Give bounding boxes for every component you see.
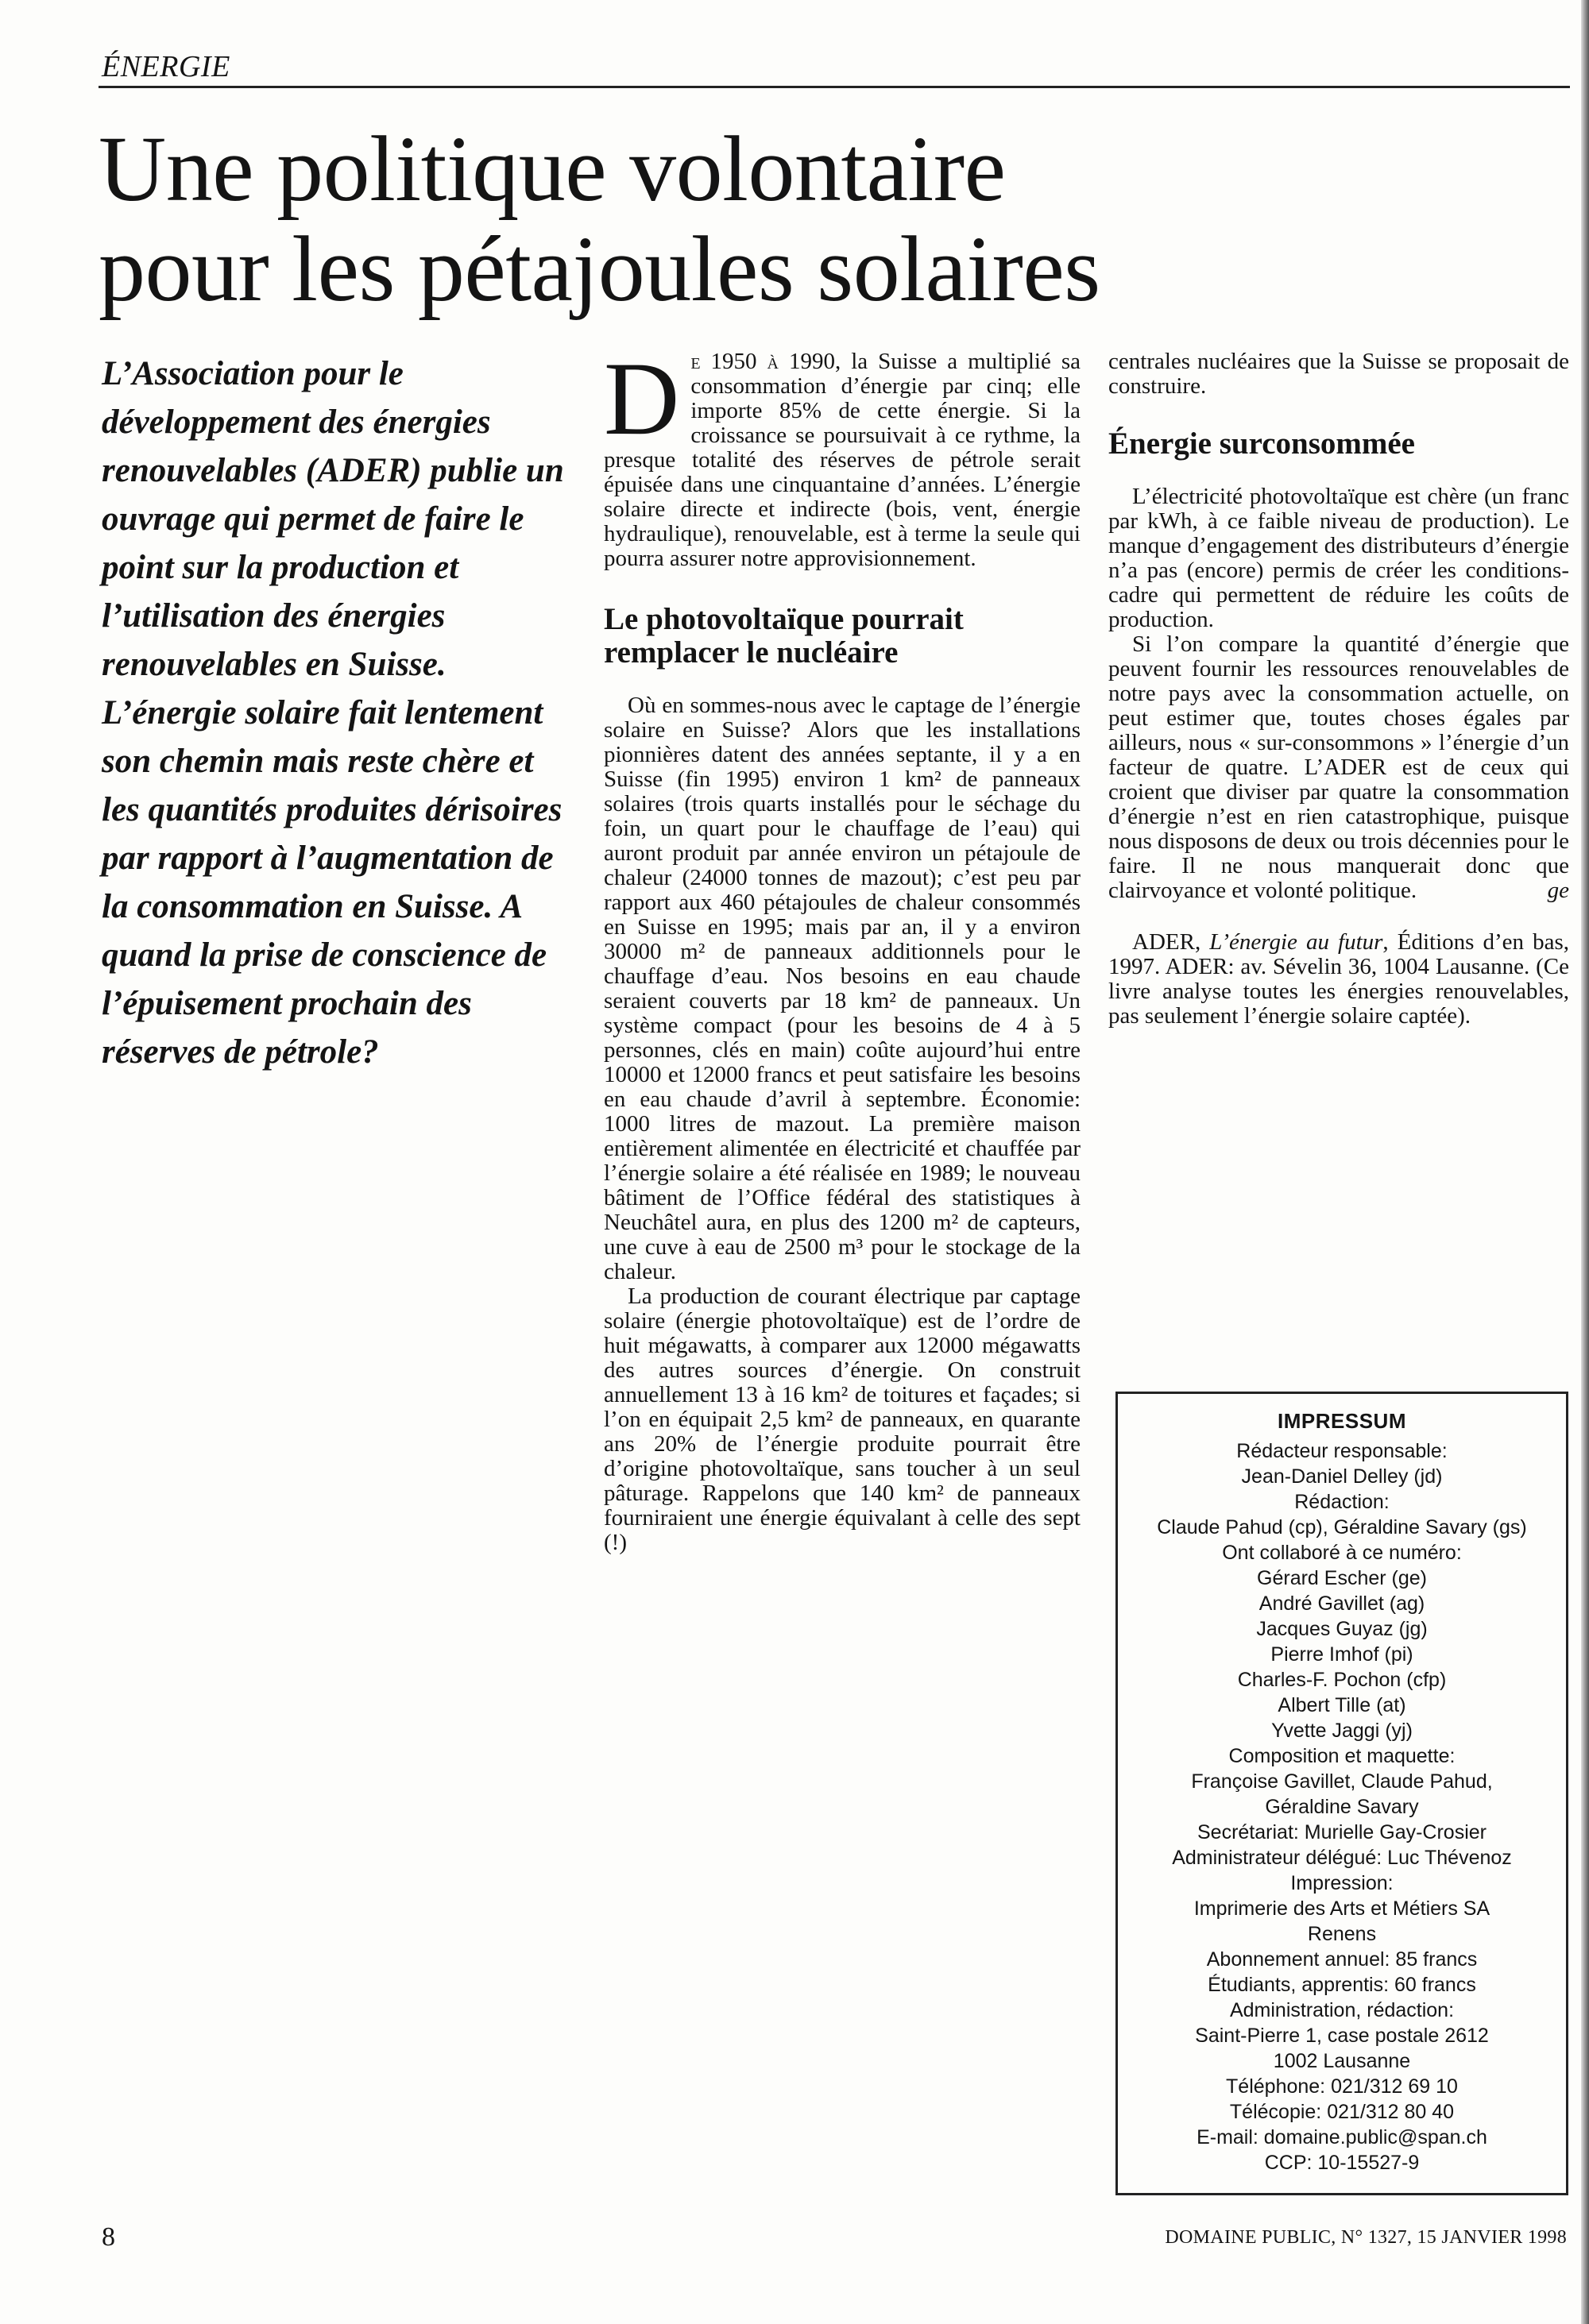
scan-edge-shadow bbox=[1581, 0, 1589, 2324]
impressum-line: CCP: 10-15527-9 bbox=[1264, 2152, 1420, 2174]
impressum-line: Saint-Pierre 1, case postale 2612 bbox=[1195, 2025, 1489, 2047]
impressum-line: Téléphone: 021/312 69 10 bbox=[1226, 2075, 1458, 2098]
impressum-line: 1002 Lausanne bbox=[1273, 2050, 1411, 2072]
top-rule bbox=[99, 86, 1570, 88]
impressum-line: Rédaction: bbox=[1294, 1491, 1390, 1513]
impressum-line: Yvette Jaggi (yj) bbox=[1271, 1720, 1413, 1742]
author-initials: ge bbox=[1547, 878, 1569, 903]
body-paragraph: Où en sommes-nous avec le captage de l’énergie solaire en Suisse? Alors que les installations pionnières datent des années septante, il y a en Suisse (fin 1995) environ 1 km² de panneaux solaires (trois quarts installés pour le séchage du foin, un quart pour le chauffage de l’eau) qui auront produit par année environ un pétajoule de chaleur (24000 tonnes de mazout); c’est peu par rapport aux 460 pétajoules de chaleur consommés en Suisse en 1995; mais par an, il y a environ 30000 m² de panneaux additionnels pour le chauffage d’eau. Nos besoins en eau chaude seraient couverts par 18 km² de panneaux. Un système compact (pour les besoins de 4 à 5 personnes, clés en main) coûte aujourd’hui entre 10000 et 12000 francs et peut satisfaire les besoins en eau chaude d’avril à septembre. Économie: 1000 litres de mazout. La première maison entièrement alimentée en électricité et chauffée par l’énergie solaire a été réalisée en 1989; le nouveau bâtiment de l’Office fédéral des statistiques à Neuchâtel aura, en plus des 1200 m² de capteurs, une cuve à eau de 2500 m³ pour le stockage de la chaleur. bbox=[604, 693, 1081, 1284]
impressum-line: Jacques Guyaz (jg) bbox=[1256, 1618, 1428, 1640]
title-line-2: pour les pétajoules solaires bbox=[99, 217, 1100, 321]
impressum-line: Imprimerie des Arts et Métiers SA bbox=[1193, 1897, 1490, 1920]
impressum-line: Rédacteur responsable: bbox=[1236, 1440, 1448, 1462]
impressum-line: Renens bbox=[1307, 1923, 1377, 1945]
article-column-2 bbox=[604, 340, 1081, 1555]
opening-smallcaps: e 1950 à 1990, bbox=[690, 349, 841, 374]
lead-paragraph: L’énergie solaire fait lentement son chemin mais reste chère et les quantités produites dérisoires par rapport à l’augmentation de la consommation en Suisse. A quand la prise de conscience de l’épuisement prochain des réserves de pétrole? bbox=[102, 694, 563, 1071]
reference-details: , Éditions d’en bas, 1997. ADER: av. Sévelin 36, 1004 Lausanne. (Ce livre analyse toutes les énergies renouvelables, pas seulement l’énergie solaire captée). bbox=[1108, 929, 1569, 1029]
body-paragraph bbox=[1108, 632, 1569, 903]
page-number: 8 bbox=[102, 2222, 115, 2252]
article-title bbox=[99, 119, 1449, 319]
body-paragraph: La production de courant électrique par captage solaire (énergie photovoltaïque) est de l’ordre de huit mégawatts, à comparer aux 12000 mégawatts des autres sources d’énergie. On construit annuellement 13 à 16 km² de toitures et façades; si l’on en équipait 2,5 km² de panneaux, en quarante ans 20% de l’énergie produite pourrait être d’origine photovoltaïque, sans toucher à un seul pâturage. Rappelons que 140 km² de panneaux fourniraient une énergie équivalant à celle des sept (!) bbox=[604, 1284, 1081, 1555]
impressum-line: Pierre Imhof (pi) bbox=[1270, 1643, 1413, 1666]
impressum-line: Abonnement annuel: 85 francs bbox=[1206, 1948, 1478, 1971]
title-line-1: Une politique volontaire bbox=[99, 117, 1006, 221]
impressum-line: Administrateur délégué: Luc Thévenoz bbox=[1172, 1847, 1512, 1869]
impressum-line: Jean-Daniel Delley (jd) bbox=[1241, 1465, 1443, 1488]
article-lead bbox=[102, 349, 578, 1076]
subheading-surconsommee: Énergie surconsommée bbox=[1108, 427, 1415, 461]
reference-author: ADER, bbox=[1132, 929, 1210, 955]
opening-paragraph bbox=[604, 340, 1081, 571]
impressum-box bbox=[1115, 1392, 1568, 2195]
body-text: Si l’on compare la quantité d’énergie que peuvent fournir les ressources renouvelables de notre pays avec la consommation actuelle, on peut estimer que, toutes choses égales par ailleurs, nous « sur-consommons » l’énergie d’un facteur de quatre. L’ADER est de ceux qui croient que diviser par quatre la consommation d’énergie n’est en rien catastrophique, puisque nous disposons de deux ou trois décennies pour le faire. Il ne nous manquerait donc que clairvoyance et volonté politique. bbox=[1108, 631, 1569, 903]
body-paragraph: L’électricité photovoltaïque est chère (un franc par kWh, à ce faible niveau de production). Le manque d’engagement des distributeurs d’énergie n’a pas (encore) permis de créer les conditions-cadre qui permettent de réduire les coûts de production. bbox=[1108, 484, 1569, 632]
impressum-line: Composition et maquette: bbox=[1228, 1745, 1456, 1767]
continued-paragraph: centrales nucléaires que la Suisse se proposait de construire. bbox=[1108, 349, 1569, 399]
impressum-line: Secrétariat: Murielle Gay-Crosier bbox=[1197, 1821, 1487, 1843]
impressum-line: Gérard Escher (ge) bbox=[1257, 1567, 1427, 1589]
impressum-line: Géraldine Savary bbox=[1265, 1796, 1419, 1818]
impressum-line: Télécopie: 021/312 80 40 bbox=[1229, 2101, 1455, 2123]
drop-cap: D bbox=[604, 340, 680, 457]
impressum-title: IMPRESSUM bbox=[1278, 1409, 1406, 1433]
book-reference bbox=[1108, 930, 1569, 1029]
impressum-line: Étudiants, apprentis: 60 francs bbox=[1208, 1974, 1476, 1996]
impressum-line: Françoise Gavillet, Claude Pahud, bbox=[1191, 1770, 1493, 1793]
subheading-photovoltaique: Le photovoltaïque pourrait remplacer le nucléaire bbox=[604, 602, 964, 670]
impressum-line: Impression: bbox=[1290, 1872, 1394, 1894]
opening-text: la Suisse a multiplié sa consommation d’énergie par cinq; elle importe 85% de cette énergie. Si la croissance se poursuivait à ce rythme, la presque totalité des réserves de pétrole serait épuisée dans une cinquantaine d’années. L’énergie solaire directe et indirecte (bois, vent, énergie hydraulique), renouvelable, est à terme la seule qui pourra assurer notre approvisionnement. bbox=[604, 349, 1081, 571]
section-label: ÉNERGIE bbox=[102, 50, 230, 83]
impressum-line: Claude Pahud (cp), Géraldine Savary (gs) bbox=[1157, 1516, 1527, 1538]
impressum-line: Albert Tille (at) bbox=[1278, 1694, 1406, 1716]
impressum-line: E-mail: domaine.public@span.ch bbox=[1197, 2126, 1487, 2148]
impressum-line: Administration, rédaction: bbox=[1229, 1999, 1455, 2021]
publication-footer: DOMAINE PUBLIC, N° 1327, 15 JANVIER 1998 bbox=[1165, 2227, 1567, 2248]
lead-paragraph: L’Association pour le développement des énergies renouvelables (ADER) publie un ouvrage qui permet de faire le point sur la production et l’utilisation des énergies renouvelables en Suisse. bbox=[102, 355, 564, 683]
impressum-line: André Gavillet (ag) bbox=[1258, 1592, 1425, 1615]
article-column-3 bbox=[1108, 349, 1569, 1029]
impressum-line: Charles-F. Pochon (cfp) bbox=[1237, 1669, 1447, 1691]
impressum-line: Ont collaboré à ce numéro: bbox=[1222, 1542, 1462, 1564]
reference-title: L’énergie au futur bbox=[1209, 929, 1383, 955]
